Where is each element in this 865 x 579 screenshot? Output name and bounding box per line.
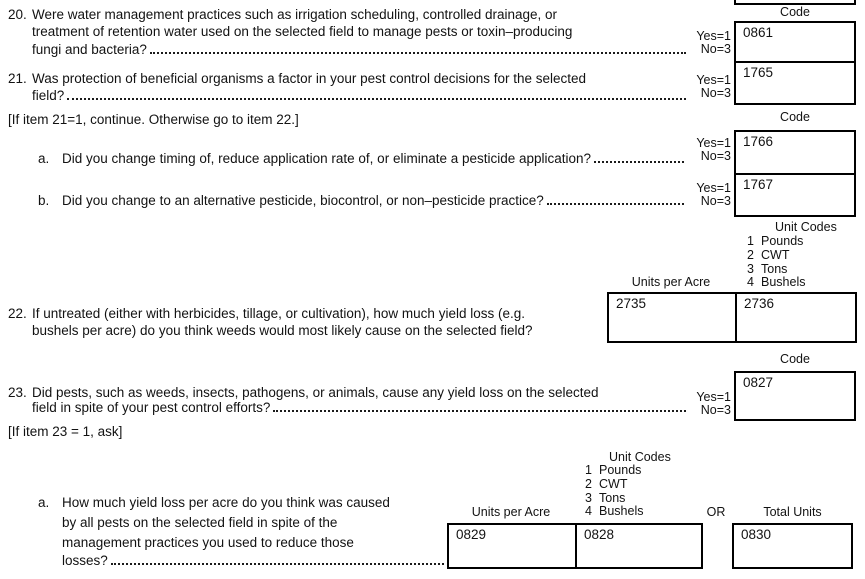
q23-dotted-leader	[273, 410, 686, 412]
q21ab-code-box	[734, 130, 856, 217]
units-per-acre-label-1: Units per Acre	[631, 275, 711, 289]
unit-code-item-cwt	[746, 249, 805, 263]
q21-yesno	[696, 74, 731, 99]
q23a-unit-code-cell[interactable]	[575, 525, 701, 567]
unit-code-name: Tons	[599, 490, 626, 505]
q23a-line3: management practices you used to reduce those	[62, 535, 354, 550]
q21a-text: Did you change timing of, reduce application rate of, or eliminate a pesticide application?	[62, 151, 592, 166]
q21b-code-cell[interactable]	[736, 173, 854, 215]
q20-dotted-leader	[150, 52, 686, 54]
unit-code-name: Pounds	[599, 463, 642, 477]
q21a-yesno	[696, 137, 731, 162]
instruction-item21: [If item 21=1, continue. Otherwise go to item 22.]	[8, 112, 299, 127]
unit-codes-title-2: Unit Codes	[609, 450, 671, 464]
unit-codes-list-1	[746, 235, 805, 290]
q22-unit-code-value: 2736	[744, 296, 775, 311]
q23-code-box[interactable]	[734, 371, 856, 421]
q20-code-cell[interactable]	[736, 23, 854, 61]
unit-code-num: 2	[585, 476, 592, 491]
unit-codes-title-1: Unit Codes	[775, 220, 837, 234]
q20-line1: Were water management practices such as irrigation scheduling, controlled drainage, or	[32, 7, 558, 22]
unit-code-num: 1	[585, 463, 592, 477]
unit-code-item-tons	[584, 492, 643, 506]
or-label: OR	[706, 505, 726, 519]
q22-line2: bushels per acre) do you think weeds would most likely cause on the selected field?	[32, 323, 533, 338]
unit-code-name: Tons	[761, 261, 788, 276]
q20-line2: treatment of retention water used on the selected field to manage pests or toxin–producing	[32, 24, 573, 39]
code-label-2: Code	[780, 110, 810, 124]
q21-code-cell[interactable]	[736, 61, 854, 103]
q21b-line	[62, 193, 686, 208]
unit-code-name: Bushels	[599, 504, 644, 519]
q23a-line1: How much yield loss per acre do you think was caused	[62, 495, 390, 510]
q21-no-label: No=3	[700, 85, 731, 100]
q21-line1: Was protection of beneficial organisms a factor in your pest control decisions for the selected	[32, 71, 587, 86]
q23-line2-text: field in spite of your pest control efforts?	[32, 400, 271, 415]
unit-code-num: 3	[585, 490, 592, 505]
q22-unit-code-cell[interactable]	[735, 294, 855, 341]
q23-no-label: No=3	[700, 402, 731, 417]
unit-code-item-bushels	[584, 505, 643, 519]
q21-code-value: 1765	[743, 65, 774, 80]
unit-code-name: CWT	[761, 247, 790, 262]
unit-code-item-cwt	[584, 478, 643, 492]
q23a-total-units-box[interactable]	[732, 523, 853, 569]
q21b-dotted-leader	[547, 203, 684, 205]
q22-units-per-acre-code: 2735	[616, 296, 647, 311]
q21-number: 21.	[8, 71, 27, 86]
q21a-code-value: 1766	[743, 134, 774, 149]
q21b-text: Did you change to an alternative pesticide, biocontrol, or non–pesticide practice?	[62, 193, 544, 208]
unit-code-name: Bushels	[761, 275, 806, 290]
q20-no-label: No=3	[700, 41, 731, 56]
unit-code-num: 4	[585, 504, 592, 519]
unit-code-num: 4	[747, 275, 754, 290]
q21-line2-text: field?	[32, 88, 65, 103]
q23-line1: Did pests, such as weeds, insects, pathogens, or animals, cause any yield loss on the selected	[32, 385, 599, 400]
unit-code-item-tons	[746, 263, 805, 277]
q23-yesno	[696, 391, 731, 416]
q21a-dotted-leader	[594, 161, 684, 163]
q22-answer-box	[607, 292, 857, 343]
units-per-acre-label-2: Units per Acre	[471, 505, 551, 519]
total-units-label: Total Units	[763, 505, 822, 519]
unit-code-item-pounds	[746, 235, 805, 249]
instruction-item23: [If item 23 = 1, ask]	[8, 424, 123, 439]
q21b-code-value: 1767	[743, 177, 774, 192]
q23a-line4-text: losses?	[62, 553, 108, 568]
q22-units-per-acre-cell[interactable]	[609, 294, 735, 341]
q21b-no-label: No=3	[700, 193, 731, 208]
q23-code-value: 0827	[743, 375, 774, 390]
q21a-code-cell[interactable]	[736, 132, 854, 173]
q23a-units-per-acre-cell[interactable]	[449, 525, 575, 567]
q21a-no-label: No=3	[700, 148, 731, 163]
unit-code-num: 2	[747, 247, 754, 262]
q21a-letter: a.	[38, 151, 50, 166]
q23-yes-label: Yes=1	[696, 390, 731, 404]
code-label-3: Code	[780, 352, 810, 366]
q23-number: 23.	[8, 385, 27, 400]
unit-code-num: 1	[747, 234, 754, 248]
q21-line2	[32, 88, 688, 103]
q23a-total-units-code: 0830	[741, 527, 772, 542]
q21-yes-label: Yes=1	[696, 73, 731, 87]
unit-code-num: 3	[747, 261, 754, 276]
q20-number: 20.	[8, 7, 27, 22]
q20-q21-code-box	[734, 21, 856, 105]
q20-yesno	[696, 30, 731, 55]
unit-code-item-pounds	[584, 464, 643, 478]
q22-line1: If untreated (either with herbicides, tillage, or cultivation), how much yield loss (e.g.	[32, 306, 525, 321]
q21b-yes-label: Yes=1	[696, 181, 731, 195]
q23a-unit-code-value: 0828	[584, 527, 615, 542]
q23a-letter: a.	[38, 495, 50, 510]
unit-codes-list-2	[584, 464, 643, 519]
unit-code-name: CWT	[599, 476, 628, 491]
q20-line3	[32, 42, 688, 57]
q20-code-value: 0861	[743, 25, 774, 40]
q23a-units-per-acre-code: 0829	[456, 527, 487, 542]
q21a-yes-label: Yes=1	[696, 136, 731, 150]
q21a-line	[62, 151, 686, 166]
q23a-dotted-leader	[111, 563, 444, 565]
q23a-line2: by all pests on the selected field in spite of the	[62, 515, 338, 530]
q22-number: 22.	[8, 306, 27, 321]
q23-line2	[32, 400, 688, 415]
q20-yes-label: Yes=1	[696, 29, 731, 43]
unit-code-item-bushels	[746, 276, 805, 290]
q23a-answer-box	[447, 523, 703, 569]
q20-line3-text: fungi and bacteria?	[32, 42, 147, 57]
code-label-1: Code	[780, 5, 810, 19]
q21b-letter: b.	[38, 193, 50, 208]
q21b-yesno	[696, 182, 731, 207]
q23a-line4	[62, 553, 446, 568]
unit-code-name: Pounds	[761, 234, 804, 248]
q21-dotted-leader	[67, 98, 686, 100]
